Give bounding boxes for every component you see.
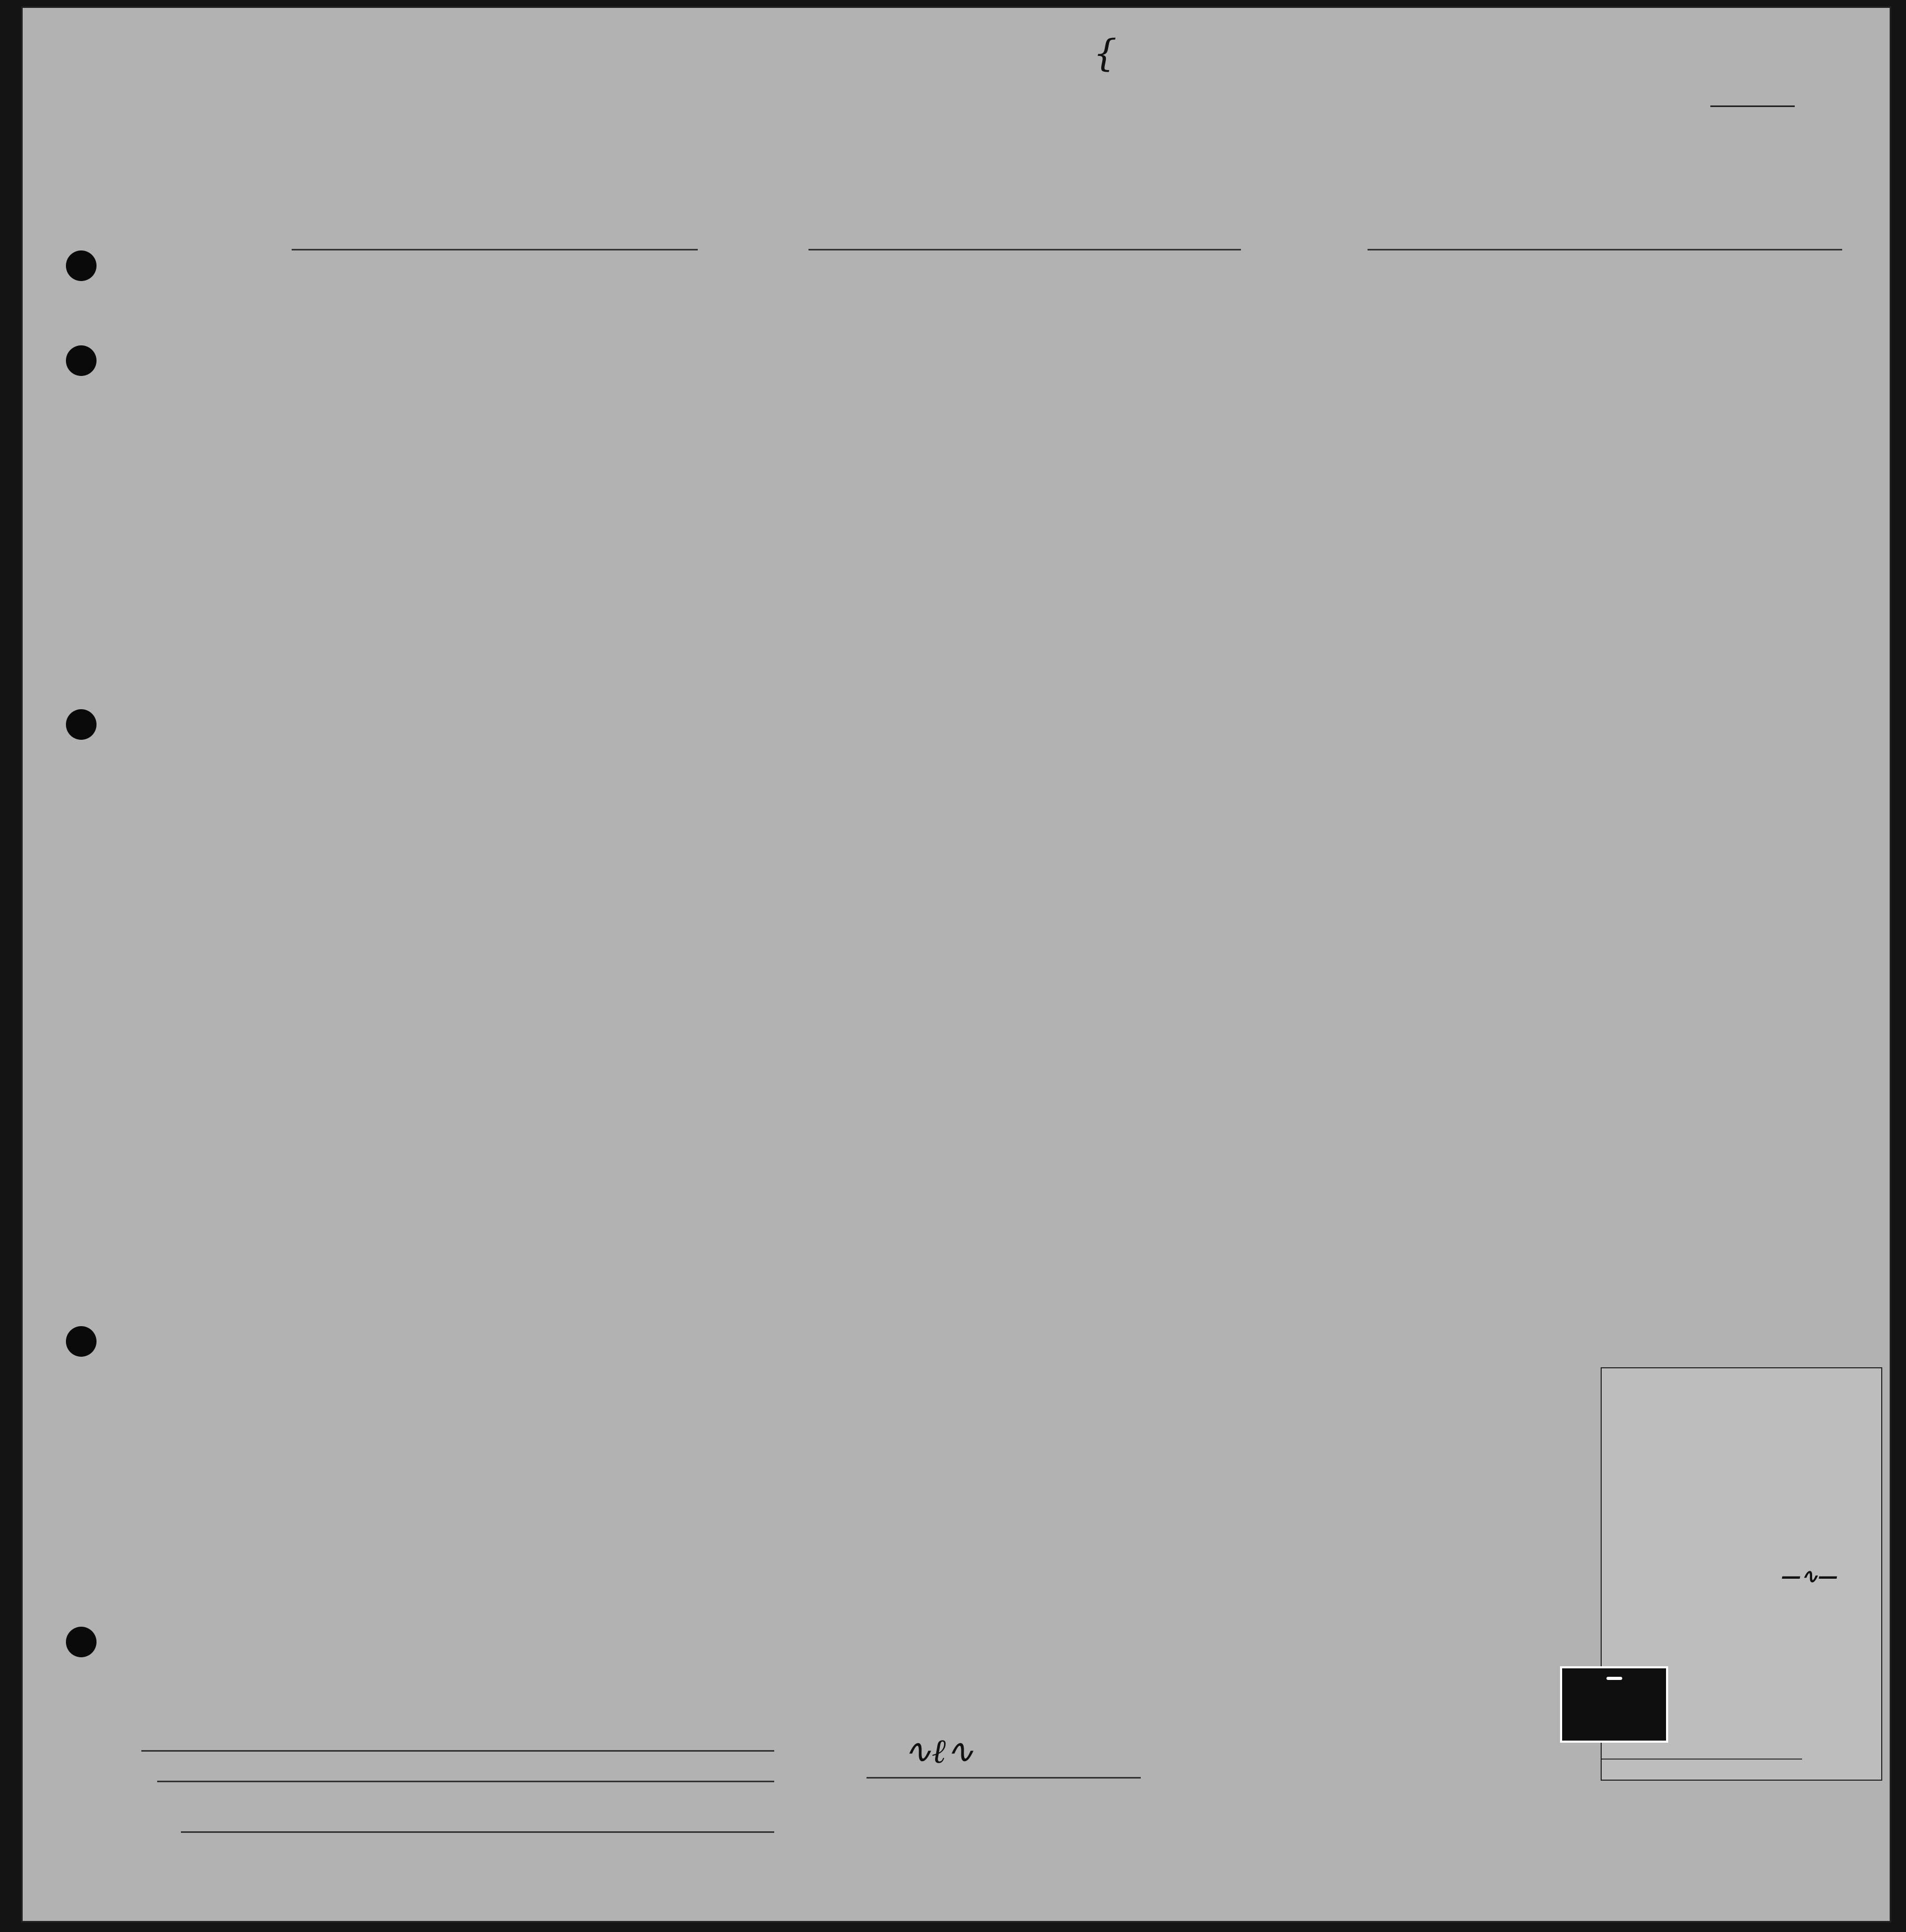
agents-underline: [181, 1831, 774, 1833]
classification-rule: [1602, 1759, 1802, 1760]
consul-signature: —∿—: [1781, 1564, 1838, 1588]
inspector-underline: [867, 1777, 1141, 1779]
owners-underline: [157, 1781, 774, 1782]
line-underline: [141, 1750, 774, 1752]
manifest-sheet: [21, 6, 1891, 1923]
crew-total-note: {: [1093, 32, 1117, 75]
inspector-signature: ∿ℓ∿: [903, 1732, 974, 1771]
fee-stamp: [1560, 1666, 1668, 1743]
fee-stamp-amount: [1606, 1677, 1622, 1680]
